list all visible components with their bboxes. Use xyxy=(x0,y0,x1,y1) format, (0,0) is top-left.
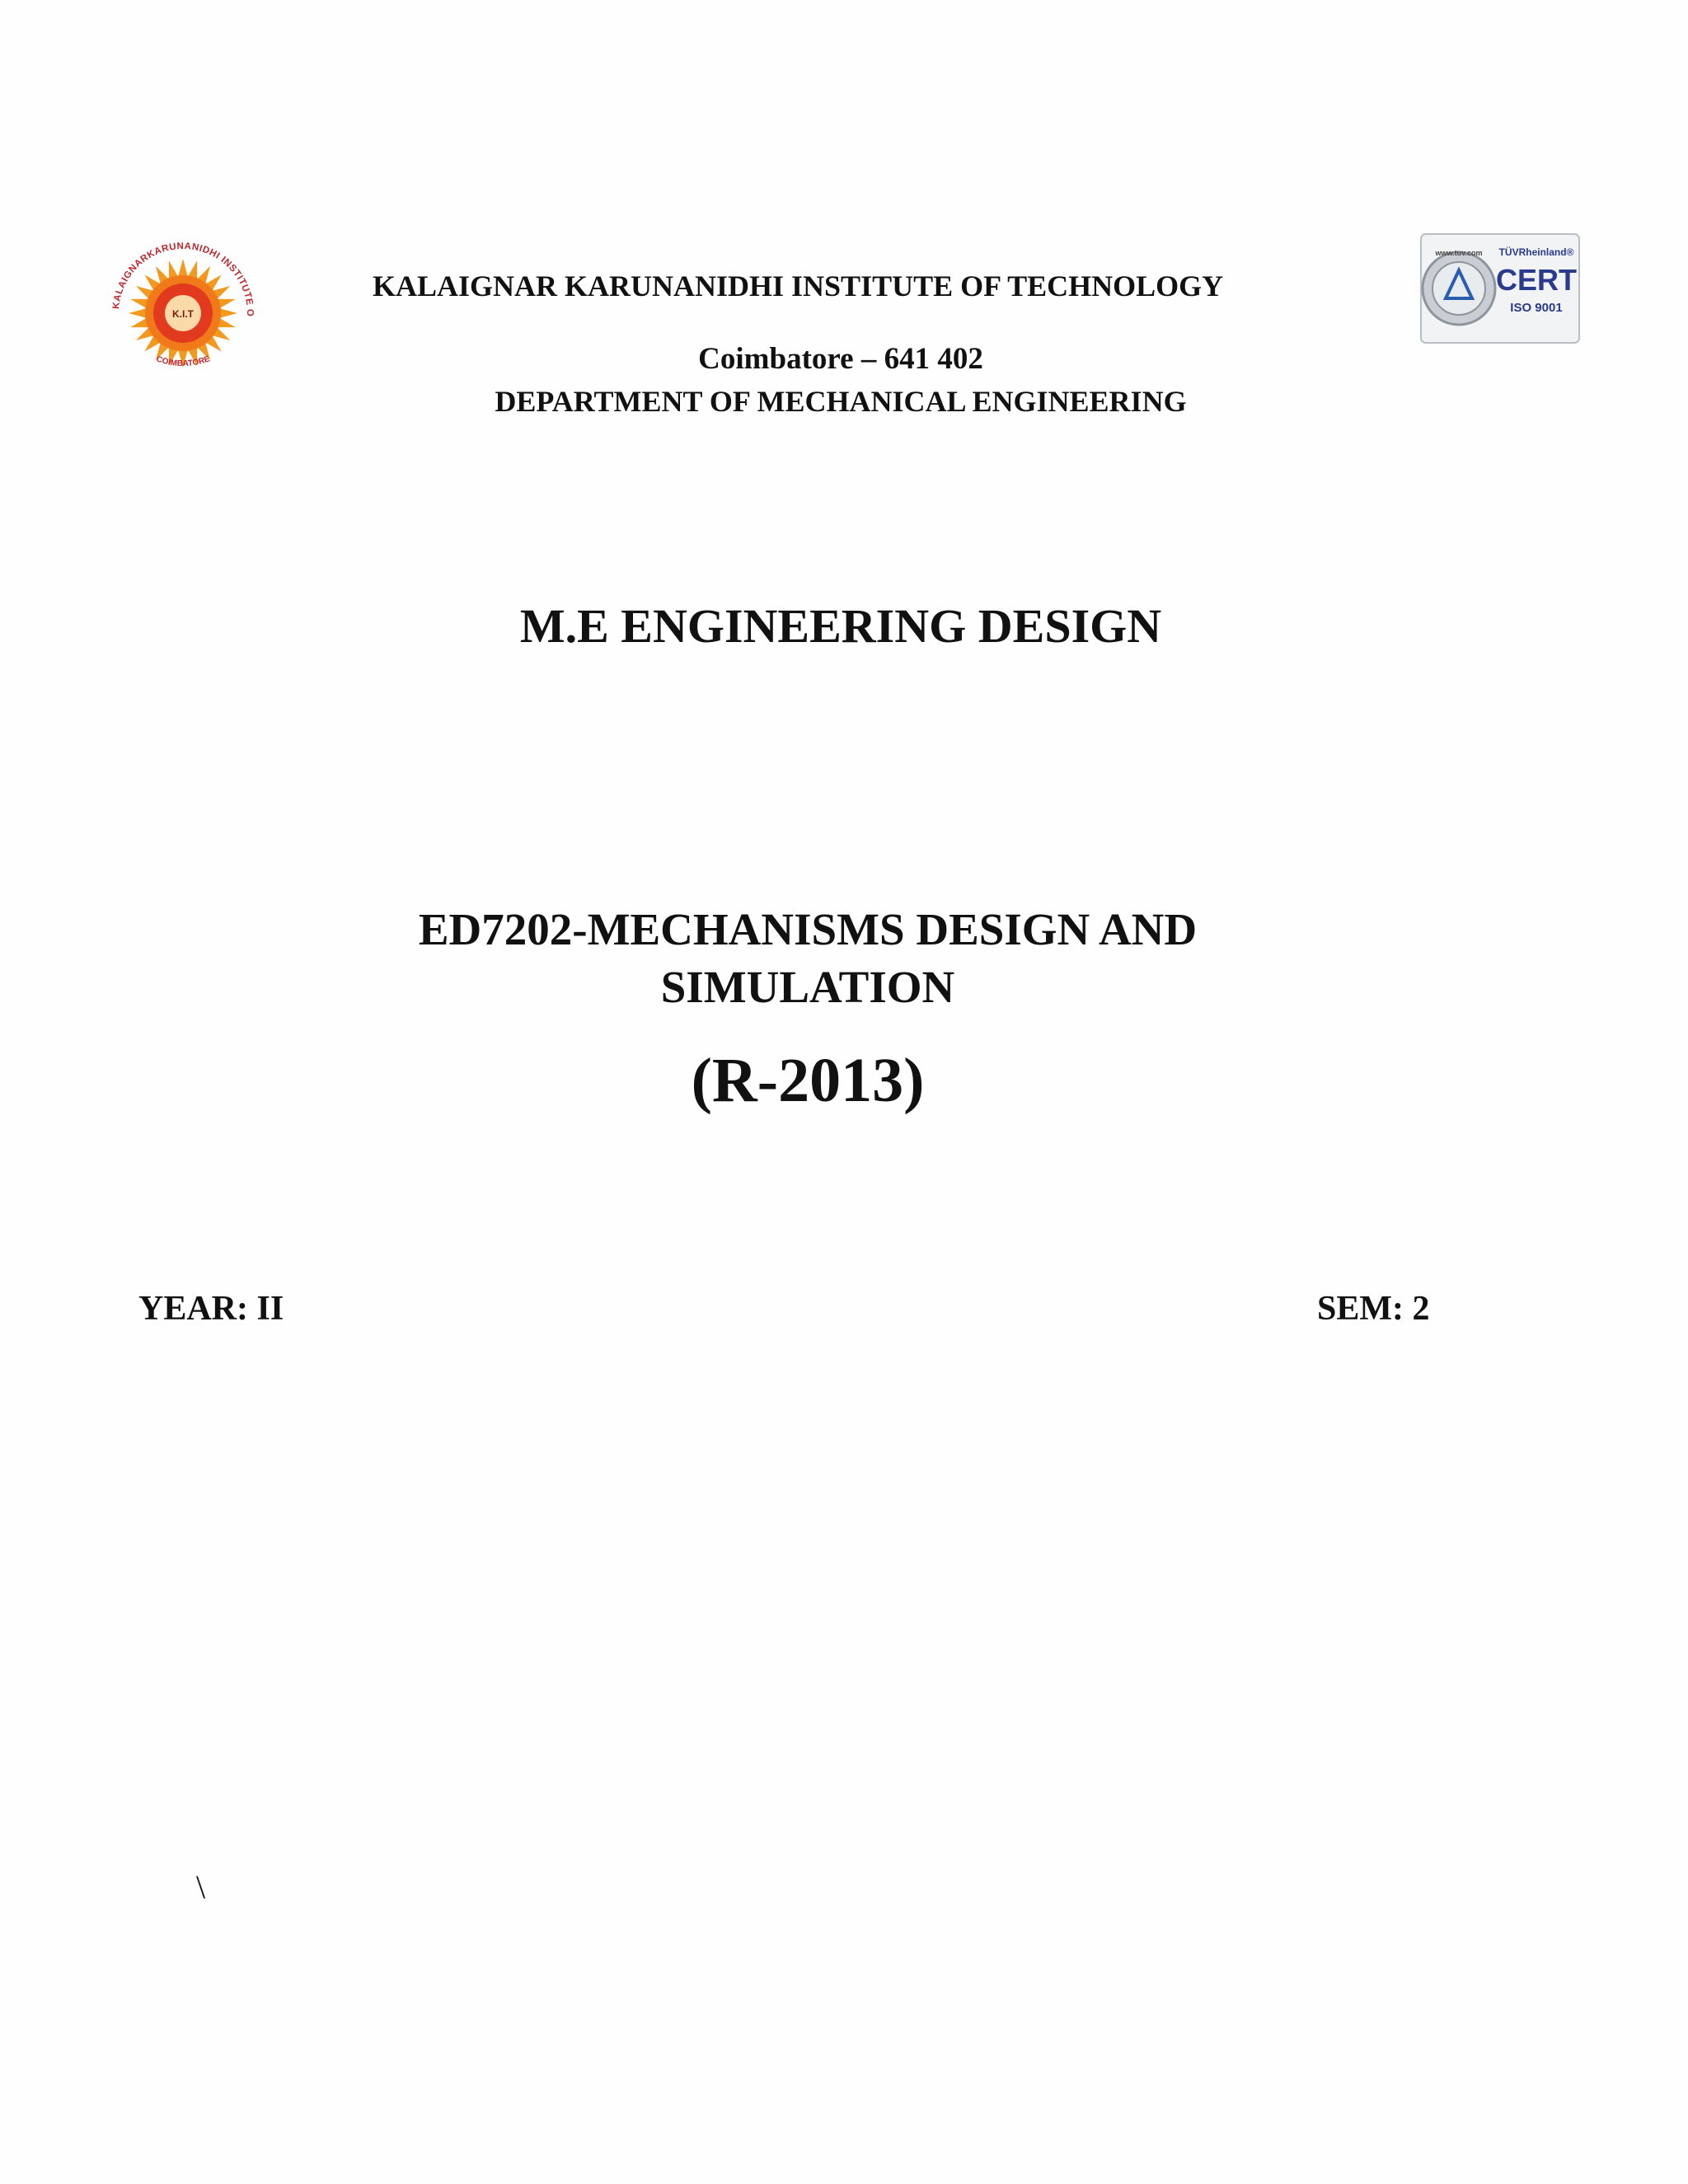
regulation-code: (R-2013) xyxy=(691,1046,925,1115)
institute-city: Coimbatore – 641 402 xyxy=(698,342,983,376)
emblem-center-text: K.I.T xyxy=(172,308,194,320)
institute-emblem-icon xyxy=(101,231,265,387)
cert-text: CERT xyxy=(1496,263,1577,297)
emblem-bottom-text: COIMBATORE xyxy=(155,354,212,369)
institute-name: KALAIGNAR KARUNANIDHI INSTITUTE OF TECHNOLOGY xyxy=(373,269,1224,302)
department-name: DEPARTMENT OF MECHANICAL ENGINEERING xyxy=(495,385,1187,418)
emblem-ring-text: KALAIGNARKARUNANIDHI INSTITUTE O xyxy=(111,241,256,317)
course-title-line2: SIMULATION xyxy=(660,962,955,1012)
program-title: M.E ENGINEERING DESIGN xyxy=(519,599,1162,653)
stray-mark: \ xyxy=(196,1868,206,1905)
course-title-line1: ED7202-MECHANISMS DESIGN AND xyxy=(418,904,1198,954)
semester-label: SEM: 2 xyxy=(1317,1290,1430,1328)
iso-standard-text: ISO 9001 xyxy=(1510,301,1563,315)
tuv-brand-text: TÜVRheinland® xyxy=(1498,246,1574,258)
year-label: YEAR: II xyxy=(138,1290,284,1328)
seal-text: www.tuv.com xyxy=(1435,249,1483,257)
tuv-certification-badge-icon xyxy=(1419,232,1581,344)
